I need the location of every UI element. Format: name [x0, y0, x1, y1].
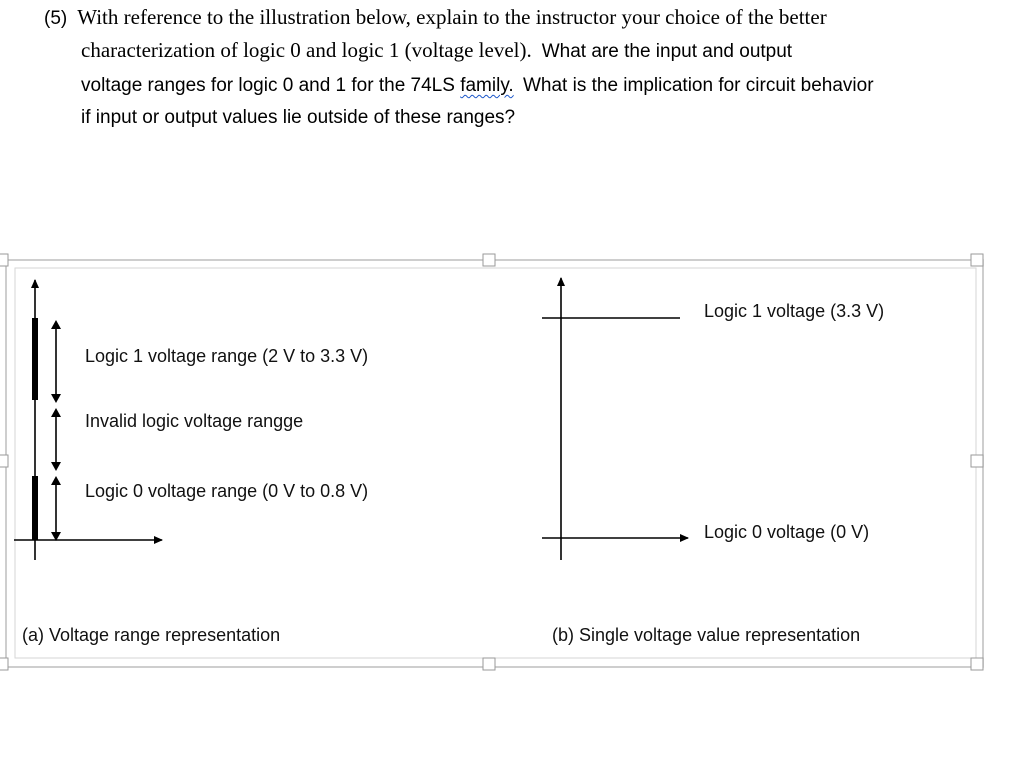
resize-handle-middle-left[interactable] — [0, 455, 8, 467]
spellcheck-flagged-word[interactable]: family. — [460, 75, 514, 96]
logic0-range-label: Logic 0 voltage range (0 V to 0.8 V) — [85, 481, 369, 501]
resize-handle-bottom-left[interactable] — [0, 658, 8, 670]
resize-handle-bottom-right[interactable] — [971, 658, 983, 670]
panel-a-caption: (a) Voltage range representation — [22, 625, 281, 645]
resize-handle-top-right[interactable] — [971, 254, 983, 266]
logic1-value-label: Logic 1 voltage (3.3 V) — [704, 301, 885, 321]
question-line-1-text: With reference to the illustration below, explain to the instructor your choice of the better — [77, 5, 827, 29]
resize-handle-bottom-center[interactable] — [483, 658, 495, 670]
question-number: (5) — [44, 8, 68, 29]
resize-handle-middle-right[interactable] — [971, 455, 983, 467]
question-line-2-serif: characterization of logic 0 and logic 1 (voltage level). — [81, 38, 532, 62]
logic0-value-label: Logic 0 voltage (0 V) — [704, 522, 870, 542]
figure-frame[interactable] — [6, 260, 983, 667]
question-line-4: if input or output values lie outside of these ranges? — [81, 107, 516, 128]
resize-handle-top-left[interactable] — [0, 254, 8, 266]
invalid-range-label: Invalid logic voltage rangge — [85, 411, 304, 431]
panel-b-caption: (b) Single voltage value representation — [552, 625, 861, 645]
question-line-2-sans: What are the input and output — [541, 41, 793, 62]
question-line-3-after: What is the implication for circuit behavior — [522, 75, 874, 96]
resize-handle-top-center[interactable] — [483, 254, 495, 266]
panel-b-diagram — [542, 278, 688, 560]
question-line-3-before: voltage ranges for logic 0 and 1 for the 74LS — [81, 75, 455, 96]
logic1-range-label: Logic 1 voltage range (2 V to 3.3 V) — [85, 346, 369, 366]
